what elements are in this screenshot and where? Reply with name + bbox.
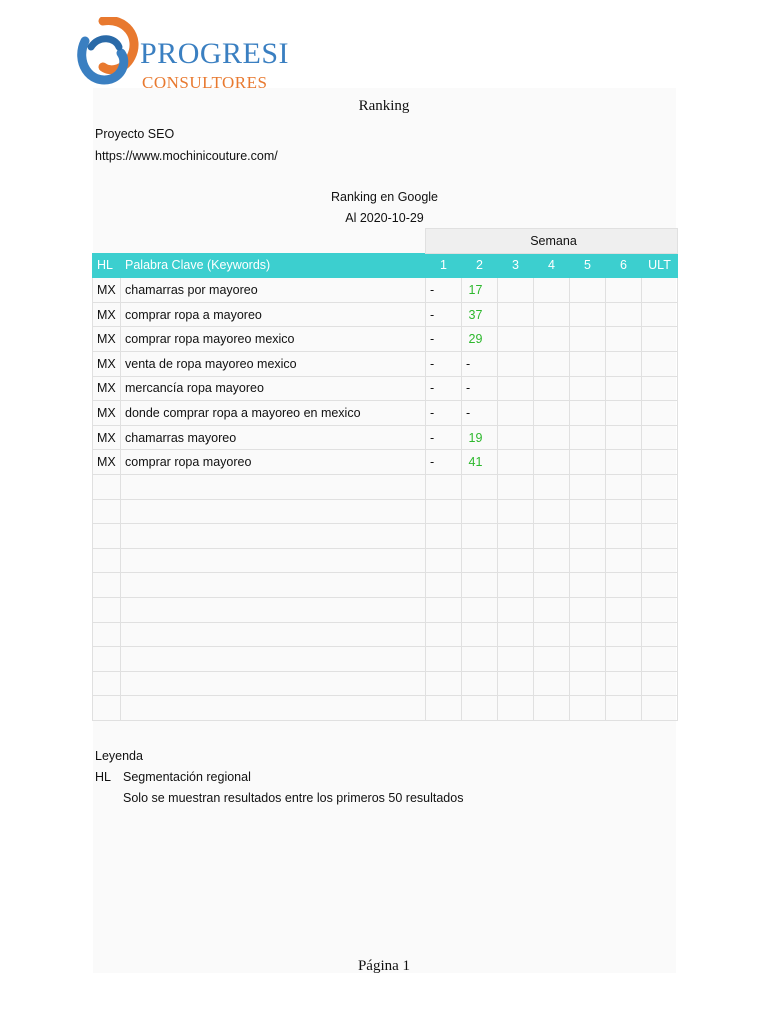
empty-cell xyxy=(462,573,498,598)
empty-cell xyxy=(498,671,534,696)
empty-cell xyxy=(570,671,606,696)
table-row xyxy=(93,401,678,426)
hl-cell: MX xyxy=(93,278,121,303)
keyword-cell: comprar ropa mayoreo mexico xyxy=(121,327,426,352)
week-1-cell: - xyxy=(426,327,462,352)
week-5-cell xyxy=(570,425,606,450)
empty-table-row xyxy=(93,671,678,696)
empty-cell xyxy=(121,597,426,622)
empty-cell xyxy=(642,573,678,598)
empty-cell xyxy=(93,573,121,598)
empty-cell xyxy=(498,499,534,524)
keyword-cell: chamarras mayoreo xyxy=(121,425,426,450)
keyword-cell: donde comprar ropa a mayoreo en mexico xyxy=(121,401,426,426)
empty-cell xyxy=(534,647,570,672)
empty-cell xyxy=(498,647,534,672)
column-header-keyword: Palabra Clave (Keywords) xyxy=(121,253,426,278)
ult-cell xyxy=(642,327,678,352)
week-4-cell xyxy=(534,302,570,327)
hl-cell: MX xyxy=(93,327,121,352)
empty-cell xyxy=(462,474,498,499)
empty-cell xyxy=(426,573,462,598)
week-4-cell xyxy=(534,327,570,352)
empty-cell xyxy=(121,474,426,499)
empty-cell xyxy=(534,524,570,549)
empty-cell xyxy=(534,622,570,647)
ranking-table xyxy=(92,228,678,721)
empty-cell xyxy=(121,622,426,647)
week-3-cell xyxy=(498,401,534,426)
empty-cell xyxy=(570,622,606,647)
week-2-cell: 19 xyxy=(462,425,498,450)
report-date: Al 2020-10-29 xyxy=(345,211,424,225)
table-row xyxy=(93,376,678,401)
column-header-week-1: 1 xyxy=(426,253,462,278)
week-1-cell: - xyxy=(426,351,462,376)
empty-cell xyxy=(570,524,606,549)
column-header-week-6: 6 xyxy=(606,253,642,278)
empty-cell xyxy=(570,499,606,524)
empty-cell xyxy=(93,671,121,696)
empty-cell xyxy=(426,671,462,696)
column-header-hl: HL xyxy=(93,253,121,278)
empty-table-row xyxy=(93,524,678,549)
week-1-cell: - xyxy=(426,302,462,327)
empty-cell xyxy=(462,548,498,573)
empty-cell xyxy=(606,499,642,524)
empty-cell xyxy=(534,499,570,524)
empty-cell xyxy=(498,474,534,499)
week-1-cell: - xyxy=(426,450,462,475)
hl-cell: MX xyxy=(93,376,121,401)
legend-title: Leyenda xyxy=(95,749,143,763)
empty-table-row xyxy=(93,622,678,647)
empty-cell xyxy=(93,696,121,721)
empty-cell xyxy=(606,524,642,549)
page-number: Página 1 xyxy=(357,958,411,974)
empty-cell xyxy=(570,597,606,622)
ult-cell xyxy=(642,425,678,450)
empty-cell xyxy=(121,499,426,524)
empty-cell xyxy=(534,474,570,499)
week-4-cell xyxy=(534,401,570,426)
empty-table-row xyxy=(93,474,678,499)
empty-cell xyxy=(606,647,642,672)
empty-cell xyxy=(93,474,121,499)
week-4-cell xyxy=(534,376,570,401)
empty-cell xyxy=(93,524,121,549)
empty-cell xyxy=(606,696,642,721)
week-3-cell xyxy=(498,302,534,327)
week-2-cell: 17 xyxy=(462,278,498,303)
empty-cell xyxy=(93,647,121,672)
week-2-cell: - xyxy=(462,376,498,401)
empty-cell xyxy=(498,622,534,647)
table-row xyxy=(93,351,678,376)
empty-cell xyxy=(462,696,498,721)
week-2-cell: 41 xyxy=(462,450,498,475)
week-4-cell xyxy=(534,278,570,303)
empty-cell xyxy=(534,573,570,598)
empty-table-row xyxy=(93,696,678,721)
week-3-cell xyxy=(498,376,534,401)
hl-cell: MX xyxy=(93,425,121,450)
empty-cell xyxy=(426,647,462,672)
week-5-cell xyxy=(570,401,606,426)
empty-cell xyxy=(426,524,462,549)
week-5-cell xyxy=(570,278,606,303)
column-header-ult: ULT xyxy=(642,253,678,278)
empty-cell xyxy=(498,573,534,598)
empty-cell xyxy=(534,671,570,696)
week-1-cell: - xyxy=(426,278,462,303)
table-row xyxy=(93,278,678,303)
empty-cell xyxy=(570,696,606,721)
week-6-cell xyxy=(606,401,642,426)
table-header-row xyxy=(93,253,678,278)
legend-note: Solo se muestran resultados entre los primeros 50 resultados xyxy=(123,791,464,805)
empty-cell xyxy=(121,524,426,549)
table-row xyxy=(93,450,678,475)
table-row xyxy=(93,302,678,327)
progresi-logo-icon xyxy=(75,17,141,87)
empty-cell xyxy=(570,647,606,672)
week-3-cell xyxy=(498,425,534,450)
empty-cell xyxy=(426,622,462,647)
empty-cell xyxy=(642,524,678,549)
week-1-cell: - xyxy=(426,425,462,450)
hl-cell: MX xyxy=(93,351,121,376)
empty-cell xyxy=(534,597,570,622)
project-label: Proyecto SEO xyxy=(95,127,175,141)
week-2-cell: - xyxy=(462,401,498,426)
empty-cell xyxy=(606,597,642,622)
empty-cell xyxy=(121,696,426,721)
column-header-week-2: 2 xyxy=(462,253,498,278)
week-5-cell xyxy=(570,302,606,327)
empty-cell xyxy=(121,573,426,598)
empty-cell xyxy=(121,671,426,696)
legend-hl-description: Segmentación regional xyxy=(123,770,251,784)
ult-cell xyxy=(642,450,678,475)
empty-cell xyxy=(498,524,534,549)
ult-cell xyxy=(642,401,678,426)
week-6-cell xyxy=(606,327,642,352)
empty-cell xyxy=(642,597,678,622)
empty-table-row xyxy=(93,573,678,598)
empty-cell xyxy=(642,548,678,573)
empty-cell xyxy=(462,524,498,549)
empty-cell xyxy=(498,597,534,622)
empty-table-row xyxy=(93,548,678,573)
company-logo xyxy=(75,17,290,95)
empty-cell xyxy=(642,499,678,524)
week-2-cell: 29 xyxy=(462,327,498,352)
empty-cell xyxy=(606,622,642,647)
week-1-cell: - xyxy=(426,376,462,401)
empty-table-row xyxy=(93,499,678,524)
empty-cell xyxy=(534,548,570,573)
week-6-cell xyxy=(606,425,642,450)
week-6-cell xyxy=(606,302,642,327)
empty-cell xyxy=(121,647,426,672)
empty-cell xyxy=(570,573,606,598)
empty-cell xyxy=(642,647,678,672)
empty-cell xyxy=(606,474,642,499)
week-6-cell xyxy=(606,278,642,303)
empty-cell xyxy=(534,696,570,721)
keyword-cell: venta de ropa mayoreo mexico xyxy=(121,351,426,376)
keyword-cell: comprar ropa a mayoreo xyxy=(121,302,426,327)
empty-cell xyxy=(642,474,678,499)
ult-cell xyxy=(642,278,678,303)
empty-cell xyxy=(426,499,462,524)
empty-cell xyxy=(642,696,678,721)
week-3-cell xyxy=(498,327,534,352)
empty-cell xyxy=(93,622,121,647)
week-group-header: Semana xyxy=(426,229,678,254)
week-5-cell xyxy=(570,351,606,376)
column-header-week-3: 3 xyxy=(498,253,534,278)
ult-cell xyxy=(642,376,678,401)
project-url: https://www.mochinicouture.com/ xyxy=(95,149,278,163)
empty-cell xyxy=(93,548,121,573)
empty-table-row xyxy=(93,647,678,672)
keyword-cell: mercancía ropa mayoreo xyxy=(121,376,426,401)
empty-cell xyxy=(426,548,462,573)
hl-cell: MX xyxy=(93,302,121,327)
ult-cell xyxy=(642,302,678,327)
week-4-cell xyxy=(534,425,570,450)
empty-cell xyxy=(426,474,462,499)
column-header-week-5: 5 xyxy=(570,253,606,278)
keyword-cell: comprar ropa mayoreo xyxy=(121,450,426,475)
column-header-week-4: 4 xyxy=(534,253,570,278)
week-4-cell xyxy=(534,450,570,475)
empty-cell xyxy=(642,671,678,696)
week-6-cell xyxy=(606,450,642,475)
empty-cell xyxy=(462,597,498,622)
week-group-row xyxy=(93,229,678,254)
table-row xyxy=(93,327,678,352)
week-3-cell xyxy=(498,450,534,475)
week-5-cell xyxy=(570,376,606,401)
ult-cell xyxy=(642,351,678,376)
empty-cell xyxy=(642,622,678,647)
logo-wordmark-secondary: CONSULTORES xyxy=(142,73,268,92)
empty-cell xyxy=(606,548,642,573)
empty-table-row xyxy=(93,597,678,622)
week-6-cell xyxy=(606,376,642,401)
week-1-cell: - xyxy=(426,401,462,426)
empty-cell xyxy=(498,696,534,721)
empty-cell xyxy=(606,671,642,696)
empty-cell xyxy=(462,671,498,696)
legend-hl-key: HL xyxy=(95,770,111,784)
keyword-cell: chamarras por mayoreo xyxy=(121,278,426,303)
week-3-cell xyxy=(498,278,534,303)
week-2-cell: 37 xyxy=(462,302,498,327)
week-5-cell xyxy=(570,327,606,352)
empty-cell xyxy=(462,647,498,672)
week-4-cell xyxy=(534,351,570,376)
page-title: Ranking xyxy=(358,98,410,114)
report-title: Ranking en Google xyxy=(330,190,439,204)
empty-cell xyxy=(426,696,462,721)
table-row xyxy=(93,425,678,450)
hl-cell: MX xyxy=(93,401,121,426)
empty-cell xyxy=(570,474,606,499)
empty-cell xyxy=(93,597,121,622)
empty-cell xyxy=(462,622,498,647)
hl-cell: MX xyxy=(93,450,121,475)
empty-cell xyxy=(121,548,426,573)
empty-cell xyxy=(93,499,121,524)
empty-cell xyxy=(426,597,462,622)
empty-cell xyxy=(606,573,642,598)
empty-cell xyxy=(570,548,606,573)
week-3-cell xyxy=(498,351,534,376)
week-2-cell: - xyxy=(462,351,498,376)
empty-cell xyxy=(462,499,498,524)
logo-wordmark-primary: PROGRESI xyxy=(140,37,290,70)
week-5-cell xyxy=(570,450,606,475)
week-6-cell xyxy=(606,351,642,376)
empty-cell xyxy=(498,548,534,573)
